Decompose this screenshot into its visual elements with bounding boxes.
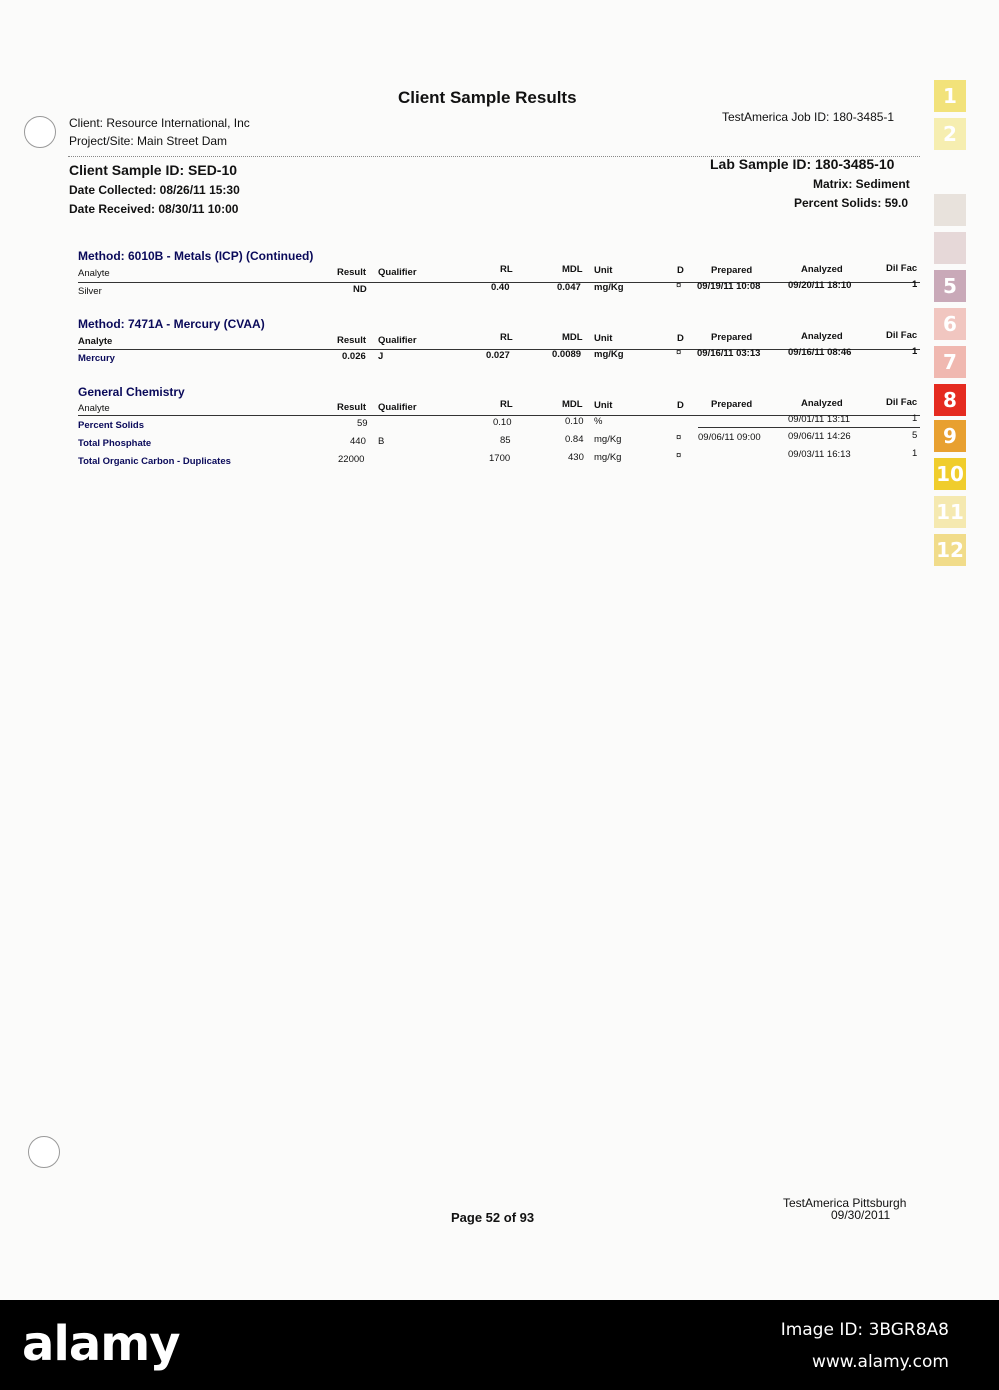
col-prepared: Prepared (711, 332, 753, 343)
index-tab (934, 194, 966, 226)
index-tab: 9 (934, 420, 966, 452)
cell-rl: 0.10 (493, 417, 512, 428)
stock-image-id: Image ID: 3BGR8A8 (780, 1320, 949, 1340)
cell-mdl: 0.047 (557, 282, 581, 293)
cell-analyzed: 09/03/11 16:13 (788, 449, 851, 460)
cell-unit: % (594, 416, 603, 427)
matrix: Matrix: Sediment (813, 177, 910, 191)
cell-result: 440 (350, 436, 366, 447)
cell-mdl: 430 (568, 452, 584, 463)
footer-lab-name: TestAmerica Pittsburgh (783, 1196, 907, 1210)
index-tab: 11 (934, 496, 966, 528)
cell-qualifier: J (378, 351, 384, 362)
cell-analyzed: 09/20/11 18:10 (788, 280, 852, 291)
col-d: D (677, 333, 684, 344)
col-dilfac: Dil Fac (886, 263, 918, 274)
col-prepared: Prepared (711, 265, 753, 276)
col-rl: RL (500, 332, 513, 343)
col-result: Result (337, 267, 367, 278)
section-title-metals: Method: 6010B - Metals (ICP) (Continued) (78, 249, 314, 263)
punch-hole-bottom (28, 1136, 60, 1168)
cell-mdl: 0.84 (565, 434, 584, 445)
cell-analyte: Silver (78, 286, 102, 297)
col-unit: Unit (594, 265, 613, 276)
cell-mdl: 0.0089 (552, 349, 582, 360)
cell-unit: mg/Kg (594, 349, 624, 360)
cell-result: 22000 (338, 454, 365, 465)
client-name: Client: Resource International, Inc (69, 116, 250, 130)
section-title-mercury: Method: 7471A - Mercury (CVAA) (78, 317, 265, 331)
cell-rl: 85 (500, 435, 511, 446)
cell-analyte: Percent Solids (78, 420, 144, 431)
date-collected: Date Collected: 08/26/11 15:30 (69, 183, 240, 197)
page-title: Client Sample Results (398, 88, 577, 107)
col-unit: Unit (594, 333, 613, 344)
index-tab: 1 (934, 80, 966, 112)
cell-d: ¤ (676, 280, 682, 291)
col-d: D (677, 265, 684, 276)
footer-date: 09/30/2011 (831, 1208, 891, 1222)
cell-result: 59 (357, 418, 368, 429)
col-analyzed: Analyzed (801, 331, 843, 342)
page-number: Page 52 of 93 (451, 1210, 535, 1225)
col-analyzed: Analyzed (801, 264, 843, 275)
cell-unit: mg/Kg (594, 434, 622, 445)
cell-analyte: Mercury (78, 353, 115, 364)
cell-dilfac: 1 (912, 413, 918, 424)
cell-unit: mg/Kg (594, 282, 624, 293)
cell-qualifier: B (378, 436, 385, 447)
col-mdl: MDL (562, 332, 583, 343)
cell-analyzed: 09/01/11 13:11 (788, 414, 850, 425)
cell-result: ND (353, 284, 367, 295)
cell-prepared: 09/06/11 09:00 (698, 432, 761, 443)
percent-solids-header: Percent Solids: 59.0 (794, 196, 909, 210)
col-analyzed: Analyzed (801, 398, 843, 409)
section-title-general-chemistry: General Chemistry (78, 385, 185, 399)
cell-result: 0.026 (342, 351, 366, 362)
lab-sample-id: Lab Sample ID: 180-3485-10 (710, 156, 895, 172)
col-prepared: Prepared (711, 399, 753, 410)
job-id: TestAmerica Job ID: 180-3485-1 (722, 110, 895, 124)
cell-rl: 0.027 (486, 350, 510, 361)
stock-watermark-band (0, 1300, 999, 1390)
col-result: Result (337, 335, 367, 346)
col-mdl: MDL (562, 399, 583, 410)
col-dilfac: Dil Fac (886, 397, 918, 408)
index-tab: 2 (934, 118, 966, 150)
cell-prepared: 09/16/11 03:13 (697, 348, 761, 359)
date-received: Date Received: 08/30/11 10:00 (69, 202, 239, 216)
col-unit: Unit (594, 400, 613, 411)
cell-mdl: 0.10 (565, 416, 584, 427)
col-rl: RL (500, 399, 513, 410)
punch-hole-top (24, 116, 56, 148)
col-analyte: Analyte (78, 336, 113, 347)
index-tab: 10 (934, 458, 966, 490)
cell-d: ¤ (676, 432, 682, 443)
cell-dilfac: 1 (912, 279, 918, 290)
index-tab: 6 (934, 308, 966, 340)
col-analyte: Analyte (78, 268, 110, 279)
cell-analyzed: 09/16/11 08:46 (788, 347, 852, 358)
index-tab (934, 232, 966, 264)
col-d: D (677, 400, 684, 411)
col-qualifier: Qualifier (378, 335, 417, 346)
cell-analyte: Total Phosphate (78, 438, 152, 449)
cell-rl: 0.40 (491, 282, 510, 293)
cell-prepared: 09/19/11 10:08 (697, 281, 761, 292)
alamy-logo: alamy (22, 1316, 180, 1372)
col-mdl: MDL (562, 264, 583, 275)
cell-rl: 1700 (489, 453, 511, 464)
cell-dilfac: 1 (912, 448, 918, 459)
col-dilfac: Dil Fac (886, 330, 918, 341)
index-tab: 8 (934, 384, 966, 416)
col-rl: RL (500, 264, 513, 275)
col-qualifier: Qualifier (378, 402, 417, 413)
cell-analyte: Total Organic Carbon - Duplicates (78, 456, 231, 467)
cell-d: ¤ (676, 347, 682, 358)
index-tab: 12 (934, 534, 966, 566)
index-tab: 7 (934, 346, 966, 378)
index-tab: 5 (934, 270, 966, 302)
project-site: Project/Site: Main Street Dam (69, 134, 228, 148)
cell-d: ¤ (676, 450, 682, 461)
cell-analyzed: 09/06/11 14:26 (788, 431, 851, 442)
col-qualifier: Qualifier (378, 267, 417, 278)
cell-dilfac: 5 (912, 430, 918, 441)
stock-url: www.alamy.com (811, 1352, 949, 1372)
cell-dilfac: 1 (912, 346, 918, 357)
row-rule (698, 427, 920, 428)
cell-unit: mg/Kg (594, 452, 622, 463)
col-result: Result (337, 402, 367, 413)
client-sample-id: Client Sample ID: SED-10 (69, 162, 238, 178)
col-analyte: Analyte (78, 403, 110, 414)
